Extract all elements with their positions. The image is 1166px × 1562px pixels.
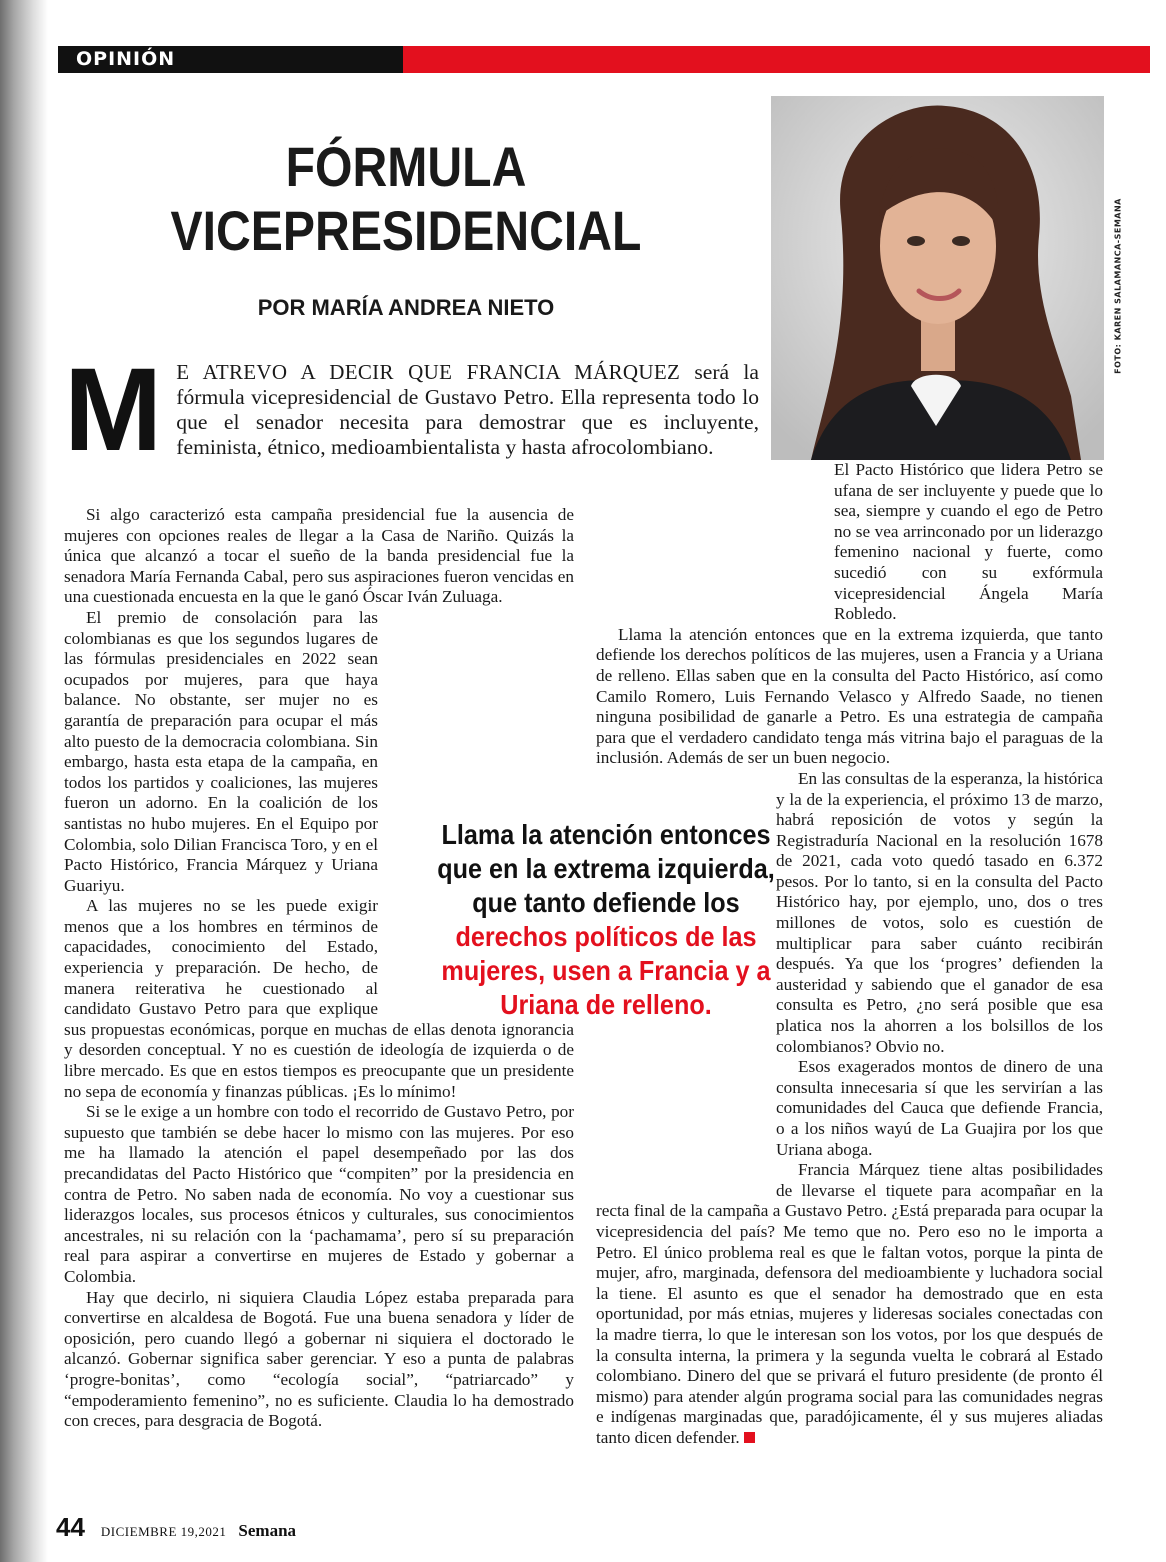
photo-credit: FOTO: KAREN SALAMANCA-SEMANA bbox=[1113, 198, 1123, 374]
pull-quote-text: Llama la atención entonces que en la extrema izquierda, que tanto defiende los bbox=[437, 819, 775, 918]
page-footer bbox=[56, 1512, 556, 1543]
pull-quote-highlight: derechos políticos de las mujeres, usen a Francia y a Uriana de relleno. bbox=[441, 921, 771, 1020]
paragraph-text: En las consultas de la esperanza, la histórica y la de la experiencia, el próximo 13 de marzo, habrá reposición de votos y según la Registraduría Nacional en la resolución 1678 de 2021, cada voto quedó tasado en 6.372 pesos. Por lo tanto, si en la consulta del Pacto Histórico hay, por ejemplo, uno, dos o tres millones de votos, solo es cuestión de multiplicar para saber cuánto recibirán después. Ya que los ‘progres’ defienden la austeridad y sabiendo que el ganador de esa consulta es Petro, ¿no será posible que esa platica nos la ahorren a los bolsillos de los colombianos? Obvio no. bbox=[776, 768, 1103, 1056]
paragraph-text: El premio de consolación para las colombianas es que los segundos lugares de las fórmulas presidenciales en 2022 sean ocupados por mujeres, para que haya balance. No obstante, ser mujer no es garantía de preparación para ocupar el más alto puesto de la democracia colombiana. Sin embargo, hasta esta etapa de la campaña, en todos los partidos y coaliciones, las mujeres fueron un adorno. En la coalición de los santistas no hubo mujeres. En el Equipo por Colombia, solo Dilian Francisca Toro, y en el Pacto Histórico, Francia Márquez y Uriana Guariyu. bbox=[64, 607, 378, 895]
issue-date: DICIEMBRE 19,2021 bbox=[100, 1524, 227, 1539]
paragraph bbox=[596, 1160, 1103, 1448]
paragraph-text: El Pacto Histórico que lidera Petro se ufana de ser incluyente y puede que lo sea, siempre y cuando el ego de Petro no se vea arrinconado por un liderazgo femenino nacional y fuerte, como sucedió con su exfórmula vicepresidencial Ángela María Robledo. bbox=[834, 460, 1103, 624]
page-number: 44 bbox=[56, 1512, 85, 1542]
paragraph: Si algo caracterizó esta campaña presidencial fue la ausencia de mujeres con opciones reales de llegar a la Casa de Nariño. Quizás la única que alcanzó a tocar el sueño de la banda presidencial fue la senadora María Fernanda Cabal, pero sus aspiraciones fueron vencidas en una cuestionada encuesta en la que le ganó Óscar Iván Zuluaga. bbox=[64, 505, 574, 607]
paragraph: Hay que decirlo, ni siquiera Claudia López estaba preparada para convertirse en alcaldesa de Bogotá. Fue una buena senadora y líder de oposición, pero cuando llegó a gobernar ni siquiera el doctorado le alcanzó. Gobernar significa saber gerenciar. Y eso a punta de palabras ‘progre-bonitas’, como “ecología social”, “patriarcado” y “empoderamiento femenino”, no es suficiente. Claudia lo ha demostrado con creces, para desgracia de Bogotá. bbox=[64, 1287, 574, 1431]
page-gutter-shadow bbox=[0, 0, 48, 1562]
portrait-illustration bbox=[771, 96, 1104, 460]
pull-quote bbox=[431, 818, 782, 1022]
paragraph: Llama la atención entonces que en la extrema izquierda, que tanto defiende los derechos políticos de las mujeres, usen a Francia y a Uriana de relleno. Ellas saben que en la consulta del Pacto Histórico, así como Camilo Romero, Luis Fernando Velasco y Alfredo Saade, no tienen ninguna posibilidad de ganarle a Petro. Es una estrategia de campaña para que el verdadero candidato tenga más vitrina bajo el paraguas de la inclusión. Además de ser un buen negocio. bbox=[596, 624, 1103, 768]
article-title bbox=[105, 135, 707, 263]
drop-cap: M bbox=[64, 344, 163, 476]
title-line-2: VICEPRESIDENCIAL bbox=[170, 199, 642, 262]
lead-text: será la fórmula vicepresidencial de Gustavo Petro. Ella representa todo lo que el senador necesita para demostrar que es incluyente, feminista, étnico, medioambientalista y hasta afrocolombiano. bbox=[176, 360, 759, 459]
title-line-1: FÓRMULA bbox=[285, 135, 527, 198]
section-label: OPINIÓN bbox=[58, 46, 403, 73]
paragraph: A las mujeres no se les puede exigir menos que a los hombres en términos de capacidades, conocimiento del Estado, experiencia y preparación. De hecho, de manera reiterativa he cuestionado al candidato Gustavo Petro para que explique sus propuestas económicas, porque en muchas de ellas denota ignorancia y desorden conceptual. Y no es cuestión de ideología de izquierda o de libre mercado. Es que en estos tiempos es preocupante que un presidente no sepa de economía y finanzas públicas. ¡Es lo mínimo! bbox=[64, 896, 574, 1101]
author-photo bbox=[771, 96, 1104, 460]
lead-paragraph bbox=[64, 344, 759, 476]
paragraph bbox=[596, 460, 1103, 625]
magazine-name: Semana bbox=[238, 1521, 297, 1540]
paragraph: Esos exagerados montos de dinero de una consulta innecesaria sí que les servirían a las comunidades del Cauca que defiende Francia, o a los niños wayú de La Guajira por los que Uriana aboga. bbox=[776, 1057, 1103, 1159]
byline: POR MARÍA ANDREA NIETO bbox=[257, 295, 555, 320]
paragraph-text: Francia Márquez tiene altas posibilidades de llevarse el tiquete para acompañar en la recta final de la campaña a Gustavo Petro. ¿Está preparada para ocupar la vicepresidencia del país? Me temo que no. Pero eso no le importa a Petro. El único problema real es que le faltan votos, porque la pinta de mujer, afro, marginada, defensora del medioambiente y luchadora social la tiene. El asunto es que el senador ha demostrado que en esta oportunidad, por más etnias, mujeres y lideresas sociales conectadas con la madre tierra, lo que le interesan son los votos, por los que después de la consulta interna, la primera y la segunda vuelta le cobrará al Estado colombiano. Dinero del que se privará el futuro presidente (de pronto él mismo) para atender algún programa social para las comunidades negras e indígenas marginadas que, paradójicamente, él y sus mujeres aliadas tanto dicen defender. bbox=[596, 1160, 1103, 1447]
end-mark-icon bbox=[744, 1432, 755, 1443]
section-bar bbox=[58, 46, 1150, 73]
magazine-page bbox=[56, 0, 1166, 1562]
paragraph: Si se le exige a un hombre con todo el recorrido de Gustavo Petro, por supuesto que también se debe hacer lo mismo con las mujeres. Por eso me ha llamado la atención el papel desempeñado por las dos precandidatas del Pacto Histórico que “compiten” por la presidencia en contra de Petro. No saben nada de economía. No voy a cuestionar sus liderazgos locales, sus procesos étnicos y culturales, sus conocimientos ancestrales, ni su relación con la ‘pachamama’, pero sí su preparación real para aspirar a convertirse en mujeres de Estado y gobernar a Colombia. bbox=[64, 1102, 574, 1286]
lead-caps: E ATREVO A DECIR QUE FRANCIA MÁRQUEZ bbox=[176, 360, 681, 384]
